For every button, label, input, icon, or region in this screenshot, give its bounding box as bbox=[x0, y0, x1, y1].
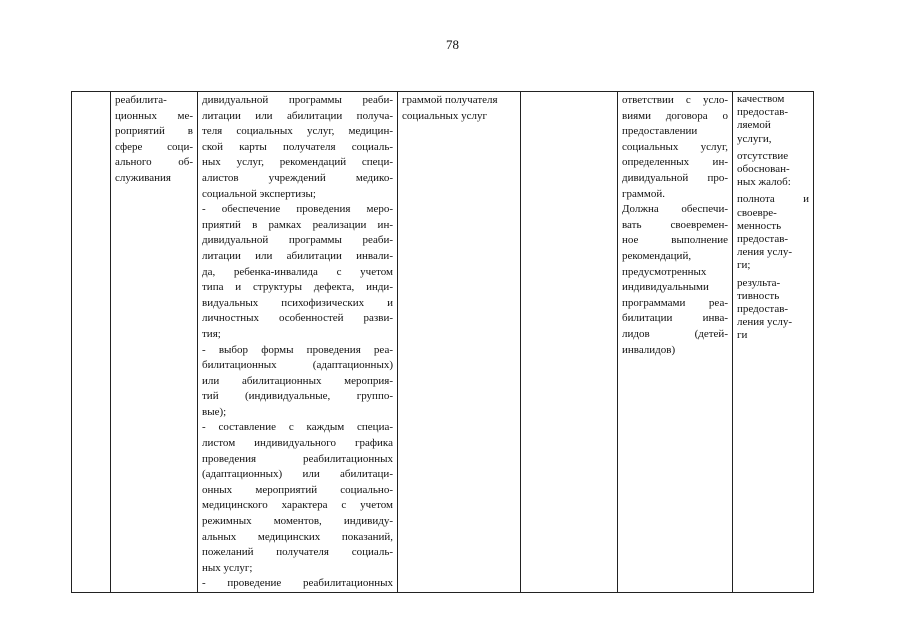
cell-line: качеством bbox=[737, 93, 785, 105]
cell-line: вые); bbox=[202, 405, 227, 418]
cell-line: сфере соци- bbox=[115, 140, 193, 153]
cell-line: социальных услуг bbox=[402, 109, 488, 122]
cell-line: отсутствие bbox=[737, 149, 789, 162]
cell-line: тивность bbox=[737, 289, 780, 302]
cell-line: ных жалоб: bbox=[737, 176, 791, 189]
cell-line: предоставлении bbox=[622, 125, 698, 138]
cell-line: типа и структуры дефекта, инди- bbox=[202, 281, 393, 294]
cell-line: ных услуг; bbox=[202, 561, 253, 574]
cell-line: тий (индивидуальные, группо- bbox=[202, 390, 393, 403]
cell-line: ответствии с усло- bbox=[622, 94, 728, 106]
cell-line: дивидуальной программы реаби- bbox=[202, 94, 393, 106]
cell-line: билитации инва- bbox=[622, 312, 728, 325]
cell-line: социальной экспертизы; bbox=[202, 187, 316, 200]
cell-line: инвалидов) bbox=[622, 343, 676, 356]
cell-line: индивидуальными bbox=[622, 281, 709, 294]
cell-line: - обеспечение проведения меро- bbox=[202, 203, 393, 216]
cell-line: служивания bbox=[115, 171, 171, 184]
cell-line: дивидуальной про- bbox=[622, 171, 728, 184]
cell-line: режимных моментов, индивиду- bbox=[202, 515, 393, 528]
cell-line: ционных ме- bbox=[115, 109, 193, 122]
cell-schedule bbox=[398, 92, 521, 593]
cell-line: литации или абилитации получа- bbox=[202, 109, 393, 122]
cell-quality-indicators bbox=[733, 92, 814, 593]
cell-line: ального об- bbox=[115, 156, 193, 169]
cell-line: ги; bbox=[737, 259, 751, 272]
cell-line: - выбор формы проведения реа- bbox=[202, 343, 393, 356]
cell-line: проведения реабилитационных bbox=[202, 452, 393, 465]
cell-line: - проведение реабилитационных bbox=[202, 577, 393, 590]
cell-line: ской карты получателя социаль- bbox=[202, 140, 393, 153]
cell-line: граммой получателя bbox=[402, 94, 498, 106]
cell-line: вать своевремен- bbox=[622, 218, 728, 231]
cell-line: лидов (детей- bbox=[622, 327, 728, 340]
cell-service-description bbox=[198, 92, 398, 593]
cell-requirements bbox=[618, 92, 733, 593]
cell-line: теля социальных услуг, медицин- bbox=[202, 125, 393, 138]
cell-line: ное выполнение bbox=[622, 234, 728, 247]
cell-line: программами реа- bbox=[622, 296, 728, 309]
cell-number bbox=[72, 92, 111, 593]
cell-line: литации или абилитации инвали- bbox=[202, 249, 393, 262]
cell-line: билитационных (адаптационных) bbox=[202, 359, 393, 372]
page-number: 78 bbox=[446, 37, 459, 52]
cell-line: предостав- bbox=[737, 233, 789, 246]
cell-line: пожеланий получателя социаль- bbox=[202, 546, 393, 559]
cell-line: медицинского характера с учетом bbox=[202, 499, 393, 512]
cell-line: своевре- bbox=[737, 206, 777, 219]
cell-line: реабилита- bbox=[115, 94, 167, 106]
cell-line: личностных особенностей разви- bbox=[202, 312, 393, 325]
cell-line: предостав- bbox=[737, 106, 789, 119]
cell-line: ных услуг, рекомендаций специ- bbox=[202, 156, 393, 169]
cell-line: алистов учреждений медико- bbox=[202, 171, 393, 184]
cell-line: альных медицинских показаний, bbox=[202, 530, 393, 543]
cell-line: рекомендаций, bbox=[622, 249, 692, 262]
cell-line: тия; bbox=[202, 327, 221, 340]
cell-line: результа- bbox=[737, 276, 781, 289]
cell-line: виями договора о bbox=[622, 109, 728, 122]
services-table bbox=[71, 91, 814, 593]
cell-line: предусмотренных bbox=[622, 265, 707, 278]
table-row bbox=[72, 92, 814, 593]
cell-line: дивидуальной программы реаби- bbox=[202, 234, 393, 247]
cell-service-name bbox=[111, 92, 198, 593]
cell-line: ляемой bbox=[737, 119, 771, 132]
cell-line: (адаптационных) или абилитаци- bbox=[202, 468, 393, 481]
cell-line: определенных ин- bbox=[622, 156, 728, 169]
cell-line: ления услу- bbox=[737, 316, 792, 329]
cell-line: менность bbox=[737, 219, 782, 232]
cell-standard bbox=[521, 92, 618, 593]
cell-line: предостав- bbox=[737, 303, 789, 316]
cell-line: обоснован- bbox=[737, 163, 790, 176]
cell-line: роприятий в bbox=[115, 125, 193, 138]
cell-line: видуальных психофизических и bbox=[202, 296, 393, 309]
cell-line: приятий в рамках реализации ин- bbox=[202, 218, 393, 231]
cell-line: ги bbox=[737, 329, 748, 342]
cell-line: да, ребенка-инвалида с учетом bbox=[202, 265, 393, 278]
cell-line: услуги, bbox=[737, 132, 772, 145]
cell-line: - составление с каждым специа- bbox=[202, 421, 393, 434]
cell-line: Должна обеспечи- bbox=[622, 203, 728, 216]
cell-line: листом индивидуального графика bbox=[202, 437, 393, 450]
cell-line: полнота и bbox=[737, 193, 809, 206]
cell-line: ления услу- bbox=[737, 246, 792, 259]
cell-line: социальных услуг, bbox=[622, 140, 728, 153]
cell-line: граммой. bbox=[622, 187, 665, 200]
cell-line: онных мероприятий социально- bbox=[202, 483, 393, 496]
cell-line: или абилитационных мероприя- bbox=[202, 374, 393, 387]
